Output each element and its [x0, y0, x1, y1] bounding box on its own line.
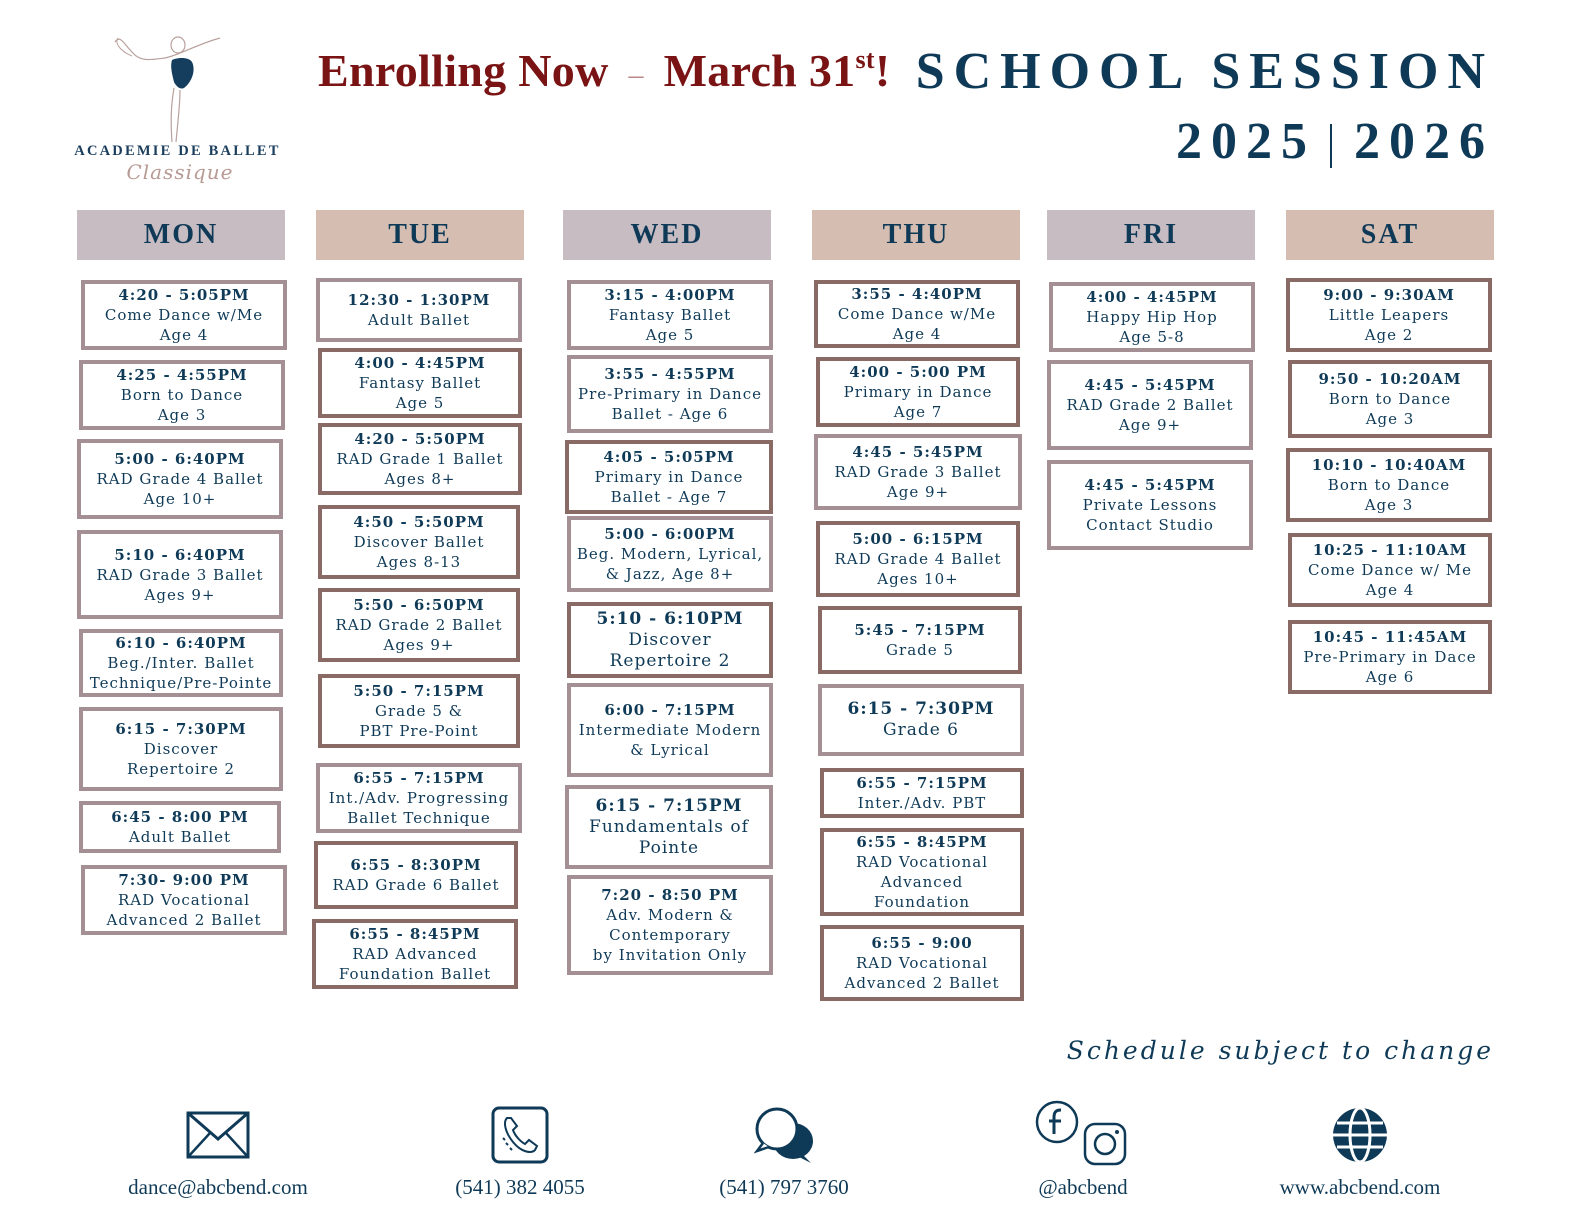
contact-website-text: www.abcbend.com [1279, 1175, 1441, 1199]
class-detail: Discover [143, 740, 219, 758]
class-detail: Ages 9+ [144, 585, 216, 604]
class-detail: Adv. Modern & [606, 906, 734, 924]
class-time: 4:45 - 5:45PM [1084, 376, 1216, 394]
day-header-fri: FRI [1047, 210, 1255, 260]
contact-phone-text: (541) 382 4055 [455, 1175, 585, 1199]
class-detail: Ballet - Age 7 [610, 488, 728, 506]
class-detail: Age 9+ [1118, 416, 1182, 434]
class-time: 4:20 - 5:50PM [354, 430, 486, 448]
day-header-thu: THU [812, 210, 1020, 260]
class-time: 3:55 - 4:40PM [851, 285, 983, 303]
class-detail: Age 3 [1364, 496, 1414, 514]
class-detail: Repertoire 2 [126, 760, 236, 778]
class-time: 6:10 - 6:40PM [115, 634, 247, 652]
class-time: 6:00 - 7:15PM [604, 701, 736, 719]
class-card [1047, 460, 1253, 550]
day-column-thu [812, 210, 1020, 992]
class-card [820, 768, 1024, 818]
class-detail: Ballet Technique [347, 809, 491, 827]
class-detail: Born to Dance [1327, 476, 1451, 494]
class-detail: RAD Grade 2 Ballet [1066, 396, 1234, 414]
class-detail: Pre-Primary in Dance [578, 385, 762, 403]
class-card [318, 505, 520, 579]
class-card [565, 785, 773, 869]
class-time: 6:45 - 8:00 PM [111, 808, 249, 826]
class-detail: Ages 9+ [383, 636, 455, 654]
class-card [79, 801, 281, 853]
class-detail: RAD Grade 1 Ballet [336, 450, 504, 468]
logo [70, 30, 285, 200]
contact-text-number: (541) 797 3760 [719, 1175, 849, 1199]
class-time: 6:55 - 7:15PM [856, 774, 988, 792]
class-time: 5:10 - 6:10PM [596, 608, 744, 629]
contact-website[interactable] [1230, 1095, 1490, 1200]
class-card [312, 919, 518, 989]
class-card [567, 280, 773, 350]
class-card [318, 348, 522, 418]
class-card [565, 440, 773, 514]
class-time: 6:55 - 8:45PM [349, 925, 481, 943]
class-detail: RAD Grade 4 Ballet [834, 550, 1002, 568]
enroll-dash: – [628, 58, 644, 92]
class-detail: Foundation [873, 893, 970, 911]
class-detail: Come Dance w/Me [837, 305, 997, 323]
class-time: 6:55 - 8:30PM [350, 856, 482, 874]
class-time: 4:50 - 5:50PM [353, 513, 485, 531]
contact-social-handle: @abcbend [1038, 1175, 1128, 1199]
class-detail: Ages 8+ [384, 470, 456, 488]
class-card [77, 530, 283, 619]
class-time: 6:15 - 7:15PM [595, 795, 743, 816]
class-time: 3:15 - 4:00PM [604, 286, 736, 304]
class-detail: Age 7 [893, 403, 943, 421]
class-card [567, 683, 773, 777]
class-time: 5:50 - 6:50PM [353, 596, 485, 614]
class-time: 6:55 - 9:00 [871, 934, 973, 952]
class-detail: Advanced 2 Ballet [106, 911, 262, 929]
class-detail: RAD Grade 3 Ballet [834, 463, 1002, 481]
class-time: 4:00 - 4:45PM [1086, 288, 1218, 306]
class-time: 5:50 - 7:15PM [353, 682, 485, 700]
contact-email[interactable] [88, 1095, 348, 1200]
facebook-instagram-icon [1033, 1100, 1133, 1170]
class-card [314, 841, 518, 909]
class-detail: Age 3 [157, 406, 207, 424]
class-time: 5:45 - 7:15PM [854, 621, 986, 639]
class-detail: Grade 5 & [374, 702, 463, 720]
class-card [1047, 360, 1253, 450]
class-card [77, 439, 283, 519]
class-card [816, 357, 1020, 427]
class-detail: Contact Studio [1086, 516, 1214, 534]
class-card [316, 763, 522, 833]
enroll-text: Enrolling Now [318, 45, 609, 96]
class-detail: Age 5 [395, 394, 445, 412]
class-time: 9:50 - 10:20AM [1318, 370, 1462, 388]
class-detail: Age 10+ [143, 490, 217, 508]
logo-script: Classique [126, 160, 234, 184]
class-time: 10:10 - 10:40AM [1311, 456, 1467, 474]
class-card [318, 588, 520, 662]
day-column-fri [1047, 210, 1255, 534]
class-card [1288, 533, 1492, 607]
day-column-sat [1286, 210, 1494, 686]
class-detail: Age 6 [1365, 668, 1415, 686]
class-time: 4:05 - 5:05PM [603, 448, 735, 466]
class-card [567, 355, 773, 433]
class-card [1286, 278, 1492, 352]
class-detail: Age 9+ [886, 483, 950, 501]
class-detail: RAD Grade 3 Ballet [96, 565, 264, 584]
class-detail: Advanced 2 Ballet [844, 974, 1000, 992]
class-time: 4:00 - 4:45PM [354, 354, 486, 372]
class-card [1288, 620, 1492, 694]
class-detail: RAD Grade 6 Ballet [332, 876, 500, 894]
enroll-bang: ! [874, 45, 891, 96]
class-card [79, 360, 285, 430]
class-time: 5:00 - 6:15PM [852, 530, 984, 548]
class-detail: Int./Adv. Progressing [328, 789, 510, 807]
class-card [820, 828, 1024, 916]
class-time: 5:00 - 6:40PM [114, 450, 246, 468]
class-detail: RAD Grade 4 Ballet [96, 470, 264, 488]
day-header-wed: WED [563, 210, 771, 260]
contact-social[interactable] [953, 1095, 1213, 1200]
class-detail: Intermediate Modern [578, 721, 762, 739]
class-detail: Age 4 [892, 325, 942, 343]
day-column-mon [77, 210, 285, 929]
class-card [567, 602, 773, 678]
class-card [316, 278, 522, 342]
class-detail: Little Leapers [1328, 306, 1450, 324]
schedule-note: Schedule subject to change [1066, 1036, 1494, 1065]
class-detail: Age 5-8 [1119, 328, 1185, 346]
class-detail: Technique/Pre-Pointe [89, 674, 273, 692]
class-detail: Inter./Adv. PBT [857, 794, 987, 812]
class-detail: Fantasy Ballet [608, 306, 732, 324]
class-card [818, 684, 1024, 756]
class-card [81, 280, 287, 350]
class-detail: Primary in Dance [843, 383, 993, 401]
class-detail: RAD Vocational [117, 891, 250, 909]
class-detail: Come Dance w/ Me [1308, 561, 1472, 579]
class-time: 3:55 - 4:55PM [604, 365, 736, 383]
class-card [318, 423, 522, 495]
class-time: 4:00 - 5:00 PM [849, 363, 987, 381]
contact-email-text: dance@abcbend.com [128, 1175, 308, 1199]
class-detail: Happy Hip Hop [1086, 308, 1218, 326]
class-time: 12:30 - 1:30PM [347, 291, 491, 309]
class-detail: Age 3 [1365, 410, 1415, 428]
class-time: 10:25 - 11:10AM [1312, 541, 1468, 559]
enroll-banner [318, 44, 890, 97]
class-card [567, 875, 773, 975]
class-time: 5:10 - 6:40PM [114, 545, 246, 564]
class-detail: Age 4 [1365, 581, 1415, 599]
phone-icon [491, 1106, 549, 1164]
year-start: 2025 [1176, 113, 1316, 170]
class-detail: Ballet - Age 6 [611, 405, 729, 423]
class-card [318, 674, 520, 748]
class-detail: Born to Dance [120, 386, 244, 404]
class-time: 9:00 - 9:30AM [1323, 286, 1455, 304]
class-detail: Fundamentals of [589, 816, 749, 837]
globe-icon [1331, 1106, 1389, 1164]
day-header-tue: TUE [316, 210, 524, 260]
class-card [1288, 360, 1492, 438]
year-divider [1330, 124, 1332, 168]
class-detail: Discover [628, 629, 712, 650]
class-card [1286, 448, 1492, 522]
day-column-wed [563, 210, 771, 964]
class-detail: Advanced [880, 873, 964, 891]
class-detail: Grade 5 [886, 641, 954, 659]
class-time: 7:20 - 8:50 PM [601, 886, 739, 904]
session-title: SCHOOL SESSION [915, 43, 1494, 100]
chat-bubbles-icon [751, 1105, 817, 1165]
class-detail: RAD Advanced [352, 945, 478, 963]
class-detail: Born to Dance [1328, 390, 1452, 408]
class-time: 7:30- 9:00 PM [118, 871, 250, 889]
class-detail: RAD Vocational [855, 954, 988, 972]
class-time: 4:45 - 5:45PM [852, 443, 984, 461]
class-detail: Contemporary [609, 926, 731, 944]
class-time: 10:45 - 11:45AM [1312, 628, 1468, 646]
class-card [814, 434, 1022, 510]
class-time: 6:55 - 7:15PM [353, 769, 485, 787]
ballerina-icon [110, 30, 240, 145]
class-detail: & Lyrical [630, 741, 710, 759]
class-time: 6:15 - 7:30PM [847, 699, 995, 719]
class-time: 6:15 - 7:30PM [115, 720, 247, 738]
class-detail: Fantasy Ballet [358, 374, 482, 392]
class-detail: Pre-Primary in Dace [1303, 648, 1477, 666]
class-detail: by Invitation Only [592, 946, 748, 964]
class-detail: Age 4 [159, 326, 209, 344]
class-card [567, 516, 773, 592]
class-detail: Pointe [638, 837, 700, 858]
day-header-mon: MON [77, 210, 285, 260]
class-time: 5:00 - 6:00PM [604, 525, 736, 543]
class-detail: Beg. Modern, Lyrical, [576, 545, 764, 563]
class-detail: Ages 10+ [877, 570, 959, 588]
class-detail: Age 2 [1364, 326, 1414, 344]
class-card [81, 865, 287, 935]
class-detail: Repertoire 2 [609, 650, 731, 671]
class-card [818, 606, 1022, 674]
envelope-icon [186, 1111, 250, 1159]
class-detail: Private Lessons [1082, 496, 1218, 514]
class-time: 4:45 - 5:45PM [1084, 476, 1216, 494]
class-detail: Adult Ballet [367, 311, 471, 329]
contact-text[interactable] [654, 1095, 914, 1200]
class-detail: & Jazz, Age 8+ [605, 565, 735, 583]
contact-phone[interactable] [390, 1095, 650, 1200]
class-time: 6:55 - 8:45PM [856, 833, 988, 851]
class-card [1049, 282, 1255, 352]
class-detail: RAD Vocational [855, 853, 988, 871]
logo-name: ACADEMIE DE BALLET [74, 143, 281, 159]
day-column-tue [316, 210, 524, 983]
class-detail: Come Dance w/Me [104, 306, 264, 324]
class-detail: Foundation Ballet [338, 965, 492, 983]
class-card [79, 629, 283, 697]
enroll-date: March 31 [663, 45, 856, 96]
class-detail: Grade 6 [882, 720, 959, 740]
year-end: 2026 [1354, 113, 1494, 170]
class-time: 4:20 - 5:05PM [118, 286, 250, 304]
class-detail: Beg./Inter. Ballet [107, 654, 255, 672]
class-detail: Discover Ballet [353, 533, 485, 551]
enroll-suffix: st [855, 45, 875, 74]
class-time: 4:25 - 4:55PM [116, 366, 248, 384]
class-detail: RAD Grade 2 Ballet [335, 616, 503, 634]
session-years [1176, 112, 1494, 171]
class-card [816, 521, 1020, 597]
class-card [820, 925, 1024, 1001]
class-card [79, 707, 283, 791]
class-detail: Ages 8-13 [376, 553, 462, 571]
class-detail: PBT Pre-Point [359, 722, 479, 740]
class-card [814, 280, 1020, 348]
class-detail: Adult Ballet [128, 828, 232, 846]
class-detail: Primary in Dance [594, 468, 744, 486]
day-header-sat: SAT [1286, 210, 1494, 260]
class-detail: Age 5 [645, 326, 695, 344]
